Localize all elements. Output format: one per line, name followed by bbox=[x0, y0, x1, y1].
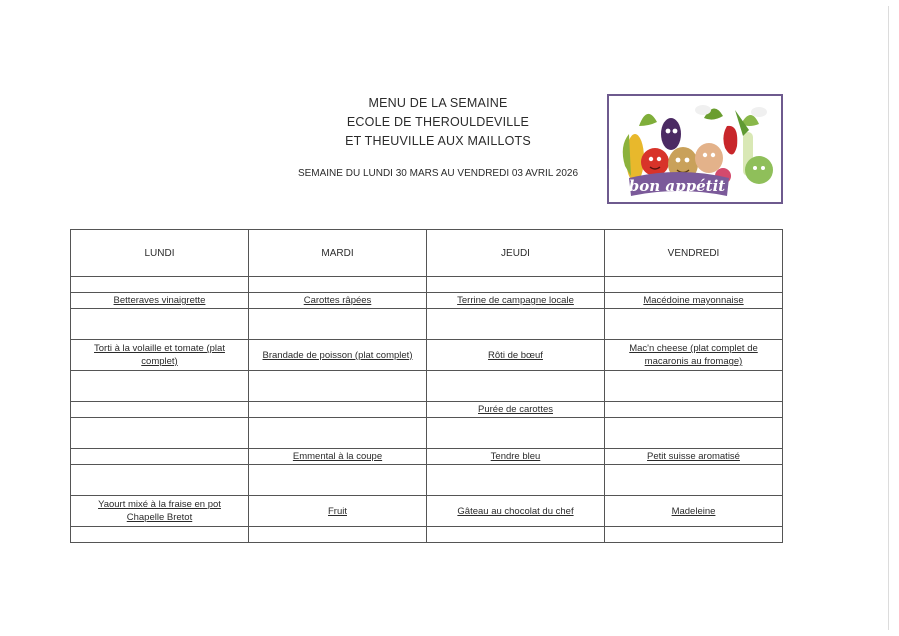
spacer-row bbox=[71, 527, 783, 543]
table-row bbox=[71, 496, 783, 527]
spacer-row bbox=[71, 371, 783, 402]
title-line-3: ET THEUVILLE AUX MAILLOTS bbox=[345, 134, 531, 148]
table-row bbox=[71, 449, 783, 465]
menu-title bbox=[250, 94, 626, 151]
spacer-row bbox=[71, 277, 783, 293]
weekly-menu-table bbox=[70, 229, 783, 543]
table-cell: Petit suisse aromatisé bbox=[605, 449, 783, 465]
bon-appetit-logo bbox=[607, 94, 783, 204]
table-cell bbox=[71, 449, 249, 465]
table-cell: Betteraves vinaigrette bbox=[71, 293, 249, 309]
spacer-row bbox=[71, 309, 783, 340]
vegetables-illustration-icon bbox=[609, 96, 781, 202]
week-dates: SEMAINE DU LUNDI 30 MARS AU VENDREDI 03 AVRIL 2026 bbox=[297, 168, 579, 179]
logo-text: bon appétit bbox=[628, 177, 726, 195]
table-row bbox=[71, 402, 783, 418]
table-cell: Fruit bbox=[249, 496, 427, 527]
table-cell: Rôti de bœuf bbox=[427, 340, 605, 371]
column-header-mardi: MARDI bbox=[249, 230, 427, 277]
table-cell: Carottes râpées bbox=[249, 293, 427, 309]
table-cell bbox=[71, 402, 249, 418]
table-cell: Mac'n cheese (plat complet de macaronis au fromage) bbox=[605, 340, 783, 371]
column-header-lundi: LUNDI bbox=[71, 230, 249, 277]
table-cell: Madeleine bbox=[605, 496, 783, 527]
table-cell: Yaourt mixé à la fraise en pot Chapelle Bretot bbox=[71, 496, 249, 527]
spacer-row bbox=[71, 418, 783, 449]
table-cell: Macédoine mayonnaise bbox=[605, 293, 783, 309]
table-row bbox=[71, 340, 783, 371]
table-cell: Gâteau au chocolat du chef bbox=[427, 496, 605, 527]
title-line-2: ECOLE DE THEROULDEVILLE bbox=[346, 115, 530, 129]
column-header-vendredi: VENDREDI bbox=[605, 230, 783, 277]
table-cell: Purée de carottes bbox=[427, 402, 605, 418]
table-row bbox=[71, 293, 783, 309]
table-cell: Emmental à la coupe bbox=[249, 449, 427, 465]
spacer-row bbox=[71, 465, 783, 496]
table-cell: Torti à la volaille et tomate (plat complet) bbox=[71, 340, 249, 371]
table-cell bbox=[605, 402, 783, 418]
table-cell: Brandade de poisson (plat complet) bbox=[249, 340, 427, 371]
column-header-jeudi: JEUDI bbox=[427, 230, 605, 277]
page-edge bbox=[888, 6, 889, 630]
table-cell bbox=[249, 402, 427, 418]
title-line-1: MENU DE LA SEMAINE bbox=[368, 96, 508, 110]
table-cell: Tendre bleu bbox=[427, 449, 605, 465]
table-header-row bbox=[71, 230, 783, 277]
table-cell: Terrine de campagne locale bbox=[427, 293, 605, 309]
